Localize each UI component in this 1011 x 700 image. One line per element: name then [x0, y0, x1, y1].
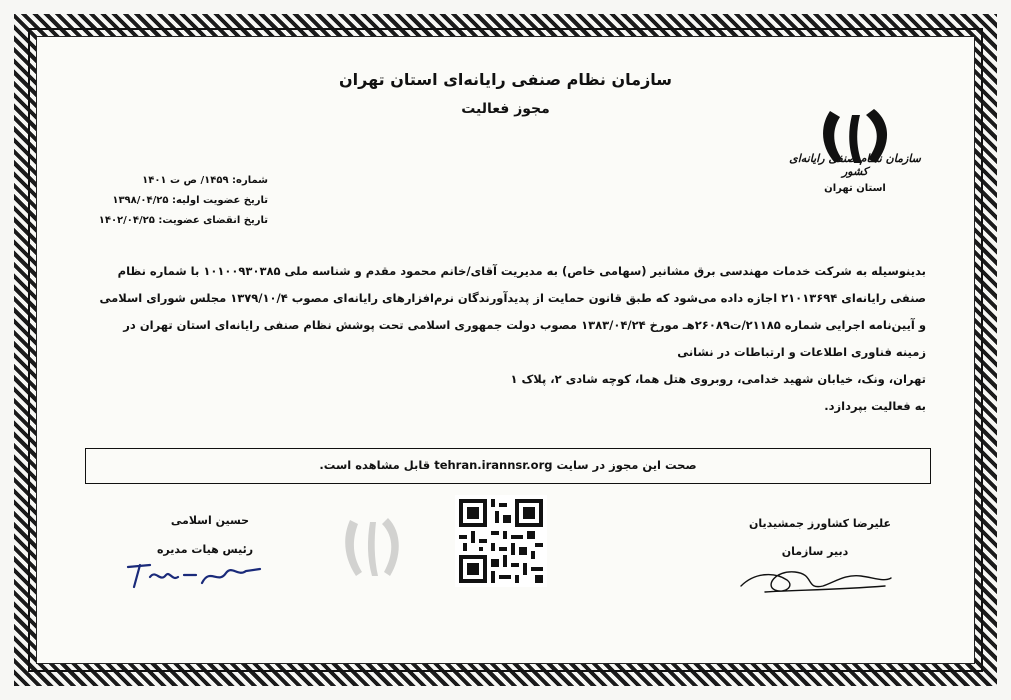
secretary-signature-icon [735, 560, 895, 600]
first-membership-date: تاریخ عضویت اولیه: ۱۳۹۸/۰۴/۲۵ [112, 195, 268, 206]
closing-line: به فعالیت بپردازد. [824, 399, 926, 413]
document-title: مجوز فعالیت [461, 101, 550, 117]
logo-subcaption: استان تهران [824, 183, 886, 194]
body-line: صنفی رایانه‌ای ۲۱۰۱۳۶۹۴ اجازه داده می‌شود که طبق قانون حمایت از پدیدآورندگان نرم‌افزارهای رایانه‌ای مصوب ۱۳۷۹/۱۰/۴ مجلس شورای اسلامی [99, 291, 926, 305]
chairman-title: رئیس هیات مدیره [156, 543, 254, 556]
logo-watermark-icon [330, 510, 410, 590]
membership-expiry-date: تاریخ انقضای عضویت: ۱۴۰۲/۰۴/۲۵ [98, 215, 268, 226]
document-metadata [88, 171, 268, 231]
document-number: شماره: ۱۴۵۹/ ص ت ۱۴۰۱ [142, 175, 268, 186]
qr-code-icon [455, 495, 547, 587]
license-body [88, 258, 926, 420]
body-line: زمینه فناوری اطلاعات و ارتباطات در نشانی [677, 345, 926, 359]
body-line: بدینوسیله به شرکت خدمات مهندسی برق مشانیر (سهامی خاص) به مدیریت آقای/خانم محمود مقدم و شناسه ملی ۱۰۱۰۰۹۳۰۳۸۵ با شماره نظام [117, 264, 926, 278]
address-line: تهران، ونک، خیابان شهید خدامی، روبروی هتل هما، کوچه شادی ۲، پلاک ۱ [510, 372, 926, 386]
body-line: و آیین‌نامه اجرایی شماره ۲۱۱۸۵/ت۲۶۰۸۹هـ مورخ ۱۳۸۳/۰۴/۲۴ مصوب دولت جمهوری اسلامی تحت پوشش نظام صنفی رایانه‌ای استان تهران در [123, 318, 926, 332]
logo-caption: سازمان نظام صنفی رایانه‌ای کشور [789, 152, 921, 178]
secretary-title: دبیر سازمان [781, 545, 849, 558]
verification-notice: صحت این مجوز در سایت tehran.irannsr.org قابل مشاهده است. [85, 448, 931, 484]
organization-title: سازمان نظام صنفی رایانه‌ای استان تهران [338, 70, 673, 89]
chairman-name: حسین اسلامی [170, 514, 250, 527]
secretary-name: علیرضا کشاورز جمشیدیان [749, 517, 891, 530]
chairman-signature-icon [120, 555, 270, 595]
